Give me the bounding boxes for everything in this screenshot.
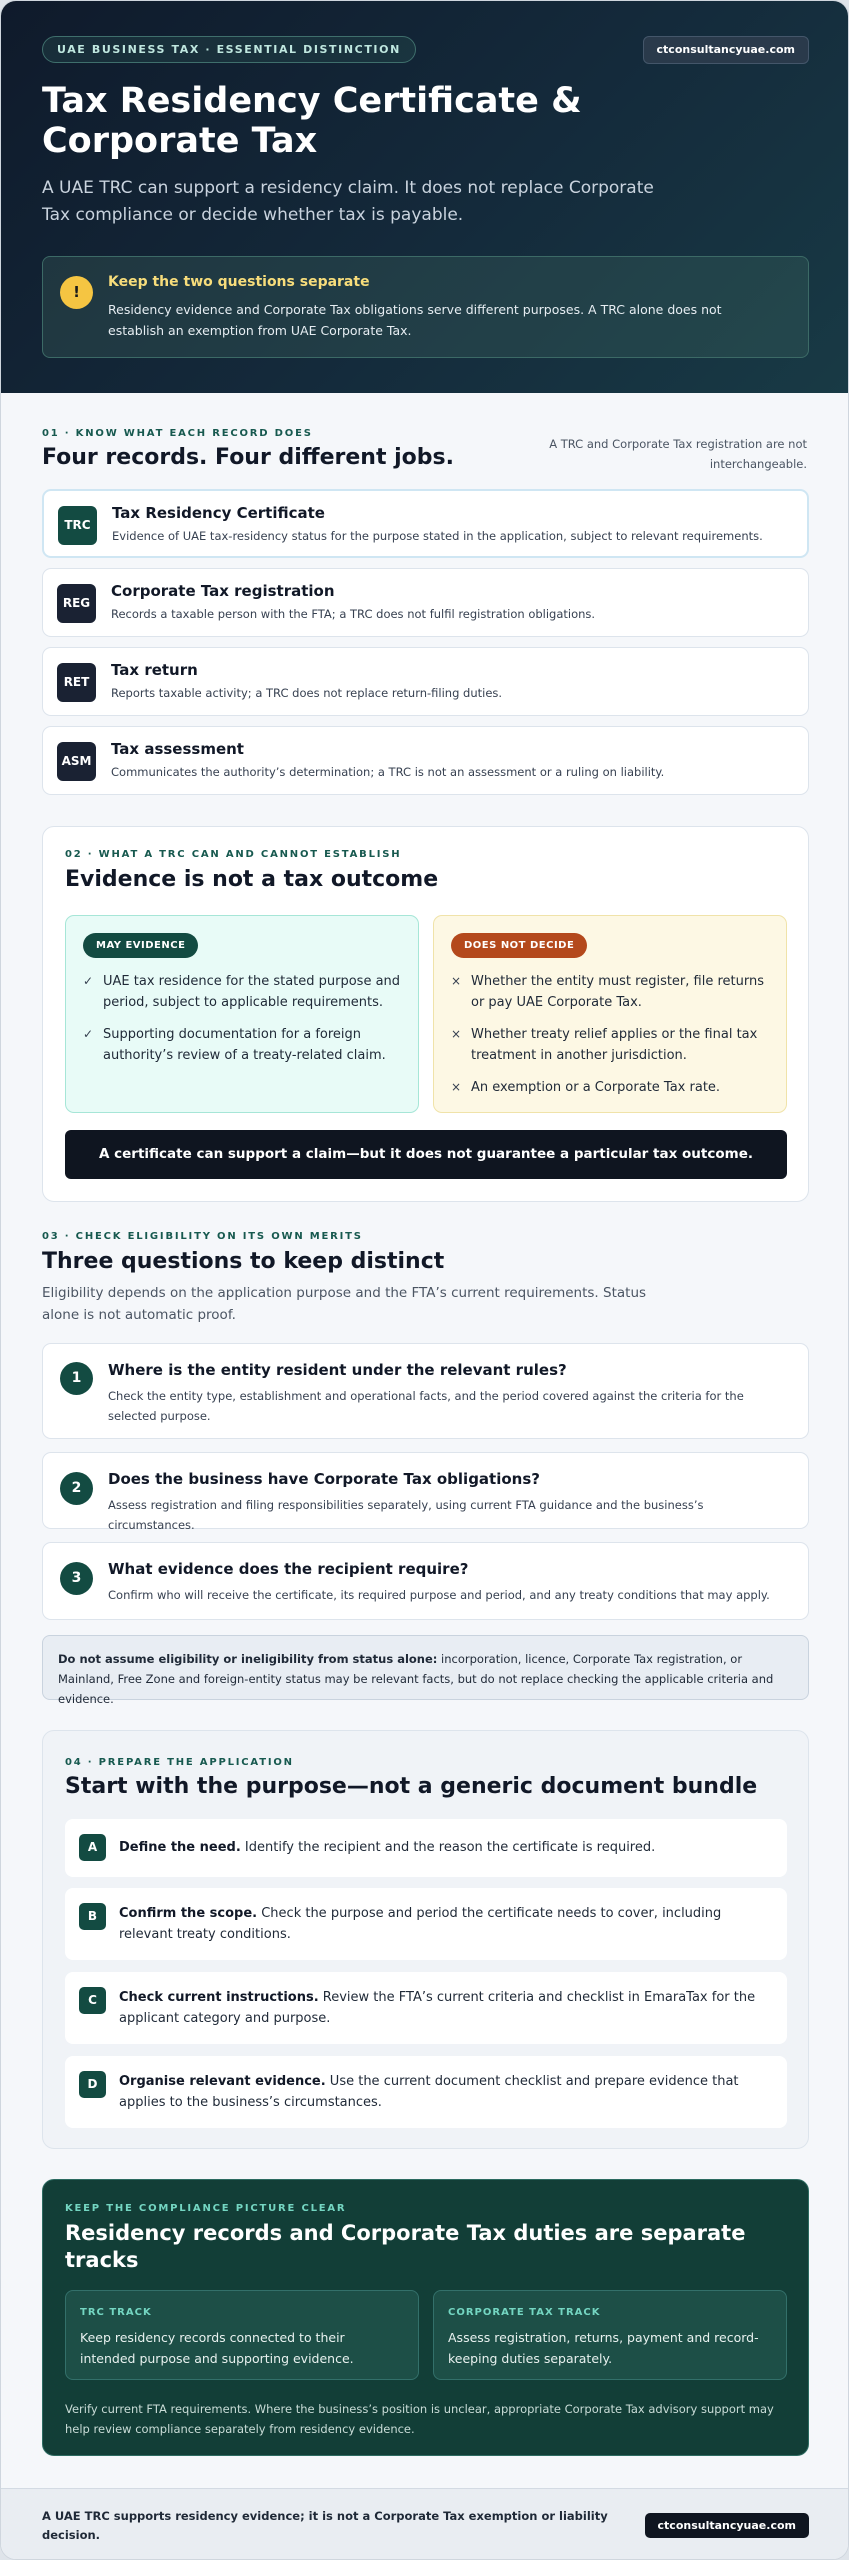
section1-eyebrow: 01 · KNOW WHAT EACH RECORD DOES <box>42 428 313 439</box>
record-badge: ASM <box>57 742 96 781</box>
record-title: Tax Residency Certificate <box>112 504 325 522</box>
record-card-trc <box>42 489 809 558</box>
list-item: × Whether the entity must register, file returns or pay UAE Corporate Tax. <box>451 971 771 1013</box>
callout-title: Keep the two questions separate <box>108 274 370 290</box>
question-card-1 <box>42 1343 809 1439</box>
may-evidence-box <box>65 915 419 1113</box>
section5-footnote: Verify current FTA requirements. Where the business’s position is unclear, appropriate Corporate Tax advisory support may help review compliance separately from residency evidence. <box>65 2402 774 2436</box>
page-subtitle: A UAE TRC can support a residency claim. It does not replace Corporate Tax compliance or decide whether tax is payable. <box>42 178 654 225</box>
question-title: What evidence does the recipient require? <box>108 1560 469 1578</box>
record-title: Tax return <box>111 661 198 679</box>
step-item-d <box>65 2056 787 2128</box>
trc-track-box <box>65 2290 419 2380</box>
check-icon: ✓ <box>83 974 94 988</box>
list-item: ✓ UAE tax residence for the stated purpose and period, subject to applicable requirements. <box>83 971 403 1013</box>
question-desc: Check the entity type, establishment and operational facts, and the period covered against the criteria for the selected purpose. <box>108 1389 744 1423</box>
hero-section <box>1 1 849 393</box>
compliance-card <box>42 2179 809 2456</box>
track-label: TRC TRACK <box>80 2307 152 2318</box>
prepare-card <box>42 1730 809 2149</box>
step-text: Organise relevant evidence. Use the current document checklist and prepare evidence that applies to the business’s circumstances. <box>119 2074 739 2110</box>
list-item: × Whether treaty relief applies or the final tax treatment in another jurisdiction. <box>451 1024 771 1066</box>
track-label: CORPORATE TAX TRACK <box>448 2307 601 2318</box>
question-title: Where is the entity resident under the relevant rules? <box>108 1361 567 1379</box>
question-card-3 <box>42 1542 809 1620</box>
step-item-c <box>65 1972 787 2044</box>
list-item: ✓ Supporting documentation for a foreign authority’s review of a treaty-related claim. <box>83 1024 403 1066</box>
record-badge: RET <box>57 663 96 702</box>
section5-eyebrow: KEEP THE COMPLIANCE PICTURE CLEAR <box>65 2203 347 2214</box>
record-title: Corporate Tax registration <box>111 582 335 600</box>
step-badge: A <box>79 1834 106 1861</box>
corporate-tax-track-box <box>433 2290 787 2380</box>
section1-note: A TRC and Corporate Tax registration are not interchangeable. <box>549 437 807 471</box>
section2-eyebrow: 02 · WHAT A TRC CAN AND CANNOT ESTABLISH <box>65 849 402 860</box>
question-desc: Confirm who will receive the certificate, its required purpose and period, and any treaty conditions that may apply. <box>108 1588 770 1602</box>
check-icon: ✓ <box>83 1027 94 1041</box>
step-item-a <box>65 1819 787 1877</box>
track-text: Keep residency records connected to their intended purpose and supporting evidence. <box>80 2330 354 2366</box>
section3-intro: Eligibility depends on the application purpose and the FTA’s current requirements. Status alone is not automatic proof. <box>42 1285 647 1323</box>
callout-text: Residency evidence and Corporate Tax obligations serve different purposes. A TRC alone does not establish an exemption from UAE Corporate Tax. <box>108 302 722 338</box>
section4-title: Start with the purpose—not a generic document bundle <box>65 1774 758 1799</box>
section4-eyebrow: 04 · PREPARE THE APPLICATION <box>65 1757 294 1768</box>
may-evidence-pill: MAY EVIDENCE <box>83 933 198 958</box>
warning-icon: ! <box>60 276 93 309</box>
cross-icon: × <box>451 1080 462 1094</box>
step-item-b <box>65 1888 787 1960</box>
section3-eyebrow: 03 · CHECK ELIGIBILITY ON ITS OWN MERITS <box>42 1231 363 1242</box>
record-card-ret <box>42 647 809 716</box>
does-not-decide-box <box>433 915 787 1113</box>
track-text: Assess registration, returns, payment and record-keeping duties separately. <box>448 2330 759 2366</box>
step-text: Define the need. Identify the recipient and the reason the certificate is required. <box>119 1840 656 1855</box>
key-callout <box>42 256 809 358</box>
page-footer <box>1 2488 849 2560</box>
record-badge: TRC <box>58 506 97 545</box>
page-title: Tax Residency Certificate & Corporate Tax <box>42 81 582 161</box>
record-badge: REG <box>57 584 96 623</box>
warning-text: incorporation, licence, Corporate Tax registration, or Mainland, Free Zone and foreign-entity status may be relevant facts, but do not replace checking the applicable criteria and evidence. <box>58 1652 774 1706</box>
section3-title: Three questions to keep distinct <box>42 1249 445 1274</box>
record-desc: Communicates the authority’s determination; a TRC is not an assessment or a ruling on liability. <box>111 765 665 779</box>
question-desc: Assess registration and filing responsibilities separately, using current FTA guidance and the business’s circumstances. <box>108 1498 704 1532</box>
question-number: 3 <box>60 1562 93 1595</box>
topic-pill: UAE BUSINESS TAX · ESSENTIAL DISTINCTION <box>42 36 416 63</box>
step-text: Confirm the scope. Check the purpose and period the certificate needs to cover, including relevant treaty conditions. <box>119 1906 722 1942</box>
does-not-decide-pill: DOES NOT DECIDE <box>451 933 587 958</box>
list-item: × An exemption or a Corporate Tax rate. <box>451 1077 771 1098</box>
question-number: 1 <box>60 1362 93 1395</box>
step-badge: C <box>79 1987 106 2014</box>
status-warning <box>42 1635 809 1706</box>
record-title: Tax assessment <box>111 740 244 758</box>
footer-site-button[interactable]: ctconsultancyuae.com <box>645 2513 809 2538</box>
site-link-button[interactable]: ctconsultancyuae.com <box>643 36 809 64</box>
section2-title: Evidence is not a tax outcome <box>65 867 439 892</box>
footer-text: A UAE TRC supports residency evidence; it is not a Corporate Tax exemption or liability decision. <box>42 2509 608 2542</box>
evidence-card <box>42 826 809 1202</box>
step-text: Check current instructions. Review the FTA’s current criteria and checklist in EmaraTax for the applicant category and purpose. <box>119 1990 756 2026</box>
evidence-banner: A certificate can support a claim—but it does not guarantee a particular tax outcome. <box>65 1130 787 1179</box>
step-badge: B <box>79 1903 106 1930</box>
question-card-2 <box>42 1452 809 1532</box>
cross-icon: × <box>451 974 462 988</box>
section1-title: Four records. Four different jobs. <box>42 445 454 470</box>
question-number: 2 <box>60 1472 93 1505</box>
record-card-asm <box>42 726 809 795</box>
step-badge: D <box>79 2071 106 2098</box>
warning-lead: Do not assume eligibility or ineligibility from status alone: <box>58 1652 438 1666</box>
record-desc: Evidence of UAE tax-residency status for the purpose stated in the application, subject to relevant requirements. <box>112 529 763 543</box>
cross-icon: × <box>451 1027 462 1041</box>
record-desc: Reports taxable activity; a TRC does not replace return-filing duties. <box>111 686 503 700</box>
record-desc: Records a taxable person with the FTA; a TRC does not fulfil registration obligations. <box>111 607 596 621</box>
record-card-reg <box>42 568 809 637</box>
question-title: Does the business have Corporate Tax obligations? <box>108 1470 540 1488</box>
section5-title: Residency records and Corporate Tax duties are separate tracks <box>65 2221 746 2272</box>
